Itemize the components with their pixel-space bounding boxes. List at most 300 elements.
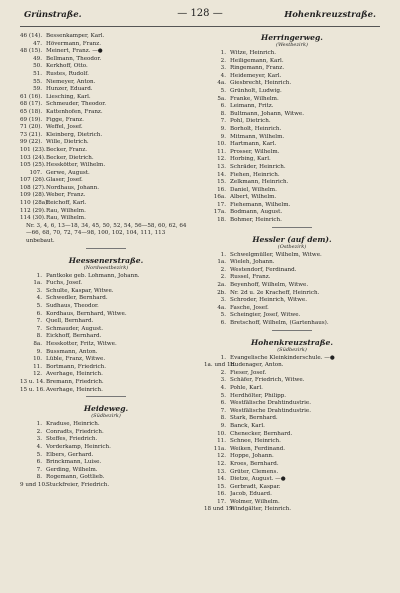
resident-entry xyxy=(20,109,192,117)
resident-entry xyxy=(20,295,192,303)
house-number: 49. xyxy=(33,55,42,62)
house-number: 2. xyxy=(220,266,226,273)
heessenerstrasse-list xyxy=(20,273,192,395)
house-number: 107 (26). xyxy=(20,177,46,184)
resident-name: Jacob, Eduard. xyxy=(230,491,272,498)
house-number: 17. xyxy=(217,201,226,208)
resident-entry xyxy=(20,421,192,429)
resident-name: Eickhoff, Bernhard. xyxy=(46,333,102,340)
resident-entry xyxy=(204,267,380,275)
resident-name: Fiehemann, Wilhelm. xyxy=(230,201,291,208)
resident-entry xyxy=(204,355,380,363)
house-number: 1. xyxy=(36,272,42,279)
resident-name: Averhage, Heinrich. xyxy=(46,386,103,393)
house-number: 1. xyxy=(220,251,226,258)
resident-name: Banck, Karl. xyxy=(230,422,265,429)
resident-entry xyxy=(20,56,192,64)
house-number: 47. xyxy=(33,40,42,47)
resident-entry xyxy=(20,444,192,452)
resident-entry xyxy=(204,431,380,439)
resident-name: Bohmer, Heinrich. xyxy=(230,217,282,224)
house-number: 7. xyxy=(36,325,42,332)
resident-entry xyxy=(204,126,380,134)
resident-entry xyxy=(20,117,192,125)
resident-name: Kraduse, Heinrich. xyxy=(46,421,100,428)
house-number: 2. xyxy=(36,428,42,435)
resident-entry xyxy=(204,438,380,446)
resident-entry xyxy=(20,387,192,395)
resident-entry xyxy=(20,177,192,185)
resident-entry xyxy=(204,134,380,142)
resident-name: Westendorf, Ferdinand. xyxy=(230,266,297,273)
resident-name: Hesskötter, Wilhelm. xyxy=(46,162,106,169)
house-number: 2. xyxy=(220,369,226,376)
resident-name: Quell, Bernhard. xyxy=(46,318,94,325)
resident-entry xyxy=(20,86,192,94)
house-number: 50. xyxy=(33,63,42,70)
resident-name: Nr. 2d u. 2e Kracheff, Heinrich. xyxy=(230,289,320,296)
resident-entry xyxy=(204,290,380,298)
resident-entry xyxy=(20,349,192,357)
resident-entry xyxy=(20,63,192,71)
resident-name: Hesskotter, Fritz, Witwe. xyxy=(46,340,117,347)
house-number: 13. xyxy=(217,468,226,475)
resident-name: Weiken, Ferdinand. xyxy=(230,445,286,452)
house-number: 71 (20). xyxy=(20,124,43,131)
resident-name: Schwelgmüller, Wilhelm, Witwe. xyxy=(230,251,322,258)
resident-name: Schräder, Heinrich. xyxy=(230,163,286,170)
house-number: 12. xyxy=(33,371,42,378)
house-number: 1. xyxy=(220,50,226,56)
resident-name: Gerwe, August. xyxy=(46,169,90,176)
resident-name: Schroder, Heinrich, Witwe. xyxy=(230,297,308,304)
house-number: 2. xyxy=(220,274,226,281)
resident-entry xyxy=(20,79,192,87)
resident-name: Schulte, Kaspar, Witwe. xyxy=(46,287,114,294)
house-number: 99 (22). xyxy=(20,139,43,146)
resident-entry xyxy=(20,155,192,163)
house-number: 4a. xyxy=(217,80,226,87)
divider xyxy=(272,330,312,331)
resident-name: Weber, Franz. xyxy=(46,192,86,199)
resident-name: Scheingier, Josef, Witwe. xyxy=(230,312,301,319)
resident-name: Kattenhofen, Franz. xyxy=(46,108,103,115)
resident-entry xyxy=(20,311,192,319)
resident-name: Herdhölter, Philipp. xyxy=(230,392,287,399)
resident-name: Steffes, Friedrich. xyxy=(46,436,98,443)
house-number: 6. xyxy=(36,459,42,466)
house-number: 103 (24). xyxy=(20,154,46,161)
resident-entry xyxy=(20,379,192,387)
gruenstrasse-list xyxy=(20,33,192,223)
house-number: 14. xyxy=(217,171,226,178)
resident-entry xyxy=(204,506,380,514)
resident-entry xyxy=(204,73,380,81)
house-number: 5. xyxy=(220,312,226,319)
house-number: 7. xyxy=(36,318,42,325)
house-number: 5. xyxy=(220,392,226,399)
house-number: 12. xyxy=(217,156,226,163)
resident-entry xyxy=(20,192,192,200)
house-number: 3. xyxy=(220,377,226,384)
resident-entry xyxy=(20,429,192,437)
resident-name: Chenecker, Bernhard. xyxy=(230,430,293,437)
resident-name: Hövermann, Franz. xyxy=(46,40,102,47)
house-number: 51. xyxy=(33,70,42,77)
resident-entry xyxy=(20,364,192,372)
resident-entry xyxy=(204,58,380,66)
resident-name: Glaser, Josef. xyxy=(46,177,83,184)
resident-name: Becker, Dietrich. xyxy=(46,154,94,161)
resident-entry xyxy=(20,474,192,482)
house-number: 13 u. 14. xyxy=(20,378,45,385)
resident-entry xyxy=(204,217,380,225)
house-number: 108 (27). xyxy=(20,184,46,191)
resident-name: Kerkhoff, Otto. xyxy=(46,63,88,70)
resident-entry xyxy=(204,141,380,149)
resident-entry xyxy=(204,385,380,393)
resident-entry xyxy=(204,377,380,385)
district-label: (Südbezirk) xyxy=(277,346,307,353)
resident-entry xyxy=(204,179,380,187)
resident-entry xyxy=(20,124,192,132)
house-number: 3. xyxy=(36,287,42,294)
house-number: 2. xyxy=(220,57,226,64)
resident-name: Schwedler, Bernhard. xyxy=(46,295,108,302)
herringerweg-list xyxy=(204,50,380,225)
resident-entry xyxy=(20,200,192,208)
resident-name: Schmauder, August. xyxy=(46,325,104,332)
resident-entry xyxy=(204,484,380,492)
resident-entry xyxy=(20,139,192,147)
resident-name: Pantkoke geb. Lohmann, Johann. xyxy=(46,272,140,279)
resident-name: Fasche, Josef. xyxy=(230,304,269,311)
house-number: 4. xyxy=(36,443,42,450)
resident-name: Hunzer, Eduard. xyxy=(46,86,93,93)
resident-name: Meinert, Franz. —● xyxy=(46,48,103,55)
district-label: (Westbezirk) xyxy=(276,42,308,48)
resident-entry xyxy=(20,101,192,109)
district-label: (Südbezirk) xyxy=(91,413,121,420)
resident-entry xyxy=(204,202,380,210)
house-number: 55. xyxy=(33,78,42,85)
district-label: (Ostbezirk) xyxy=(277,243,307,250)
house-number: 1a. xyxy=(217,259,226,266)
resident-name: Beyenhoff, Wilhelm, Witwe. xyxy=(230,282,309,289)
resident-entry xyxy=(20,482,192,490)
resident-name: Bussmann, Anton. xyxy=(46,348,98,355)
divider xyxy=(86,248,126,249)
resident-entry xyxy=(204,156,380,164)
resident-name: Schäfer, Friedrich, Witwe. xyxy=(230,377,305,384)
resident-name: Liesching, Karl. xyxy=(46,93,91,100)
house-number: 7. xyxy=(220,407,226,414)
resident-entry xyxy=(204,312,380,320)
resident-name: Bessenkamper, Karl. xyxy=(46,33,105,39)
resident-entry xyxy=(20,467,192,475)
house-number: 69 (19). xyxy=(20,116,43,123)
house-number: 1. xyxy=(220,354,226,361)
resident-name: Borholt, Heinrich. xyxy=(230,125,282,132)
resident-name: Kleinberg, Dietrich. xyxy=(46,131,103,138)
right-column xyxy=(204,33,380,514)
resident-name: Leimann, Fritz. xyxy=(230,103,274,110)
resident-name: Dietze, August. —● xyxy=(230,476,286,483)
resident-entry xyxy=(20,356,192,364)
divider xyxy=(272,227,312,228)
resident-entry xyxy=(204,88,380,96)
house-number: 18. xyxy=(217,217,226,224)
house-number: 6. xyxy=(220,320,226,326)
house-number: 9. xyxy=(36,348,42,355)
resident-entry xyxy=(204,469,380,477)
house-number: 48 (15). xyxy=(20,48,43,55)
house-number: 11. xyxy=(217,148,226,155)
resident-entry xyxy=(204,320,380,328)
resident-name: Bortmann, Friedrich. xyxy=(46,363,107,370)
resident-entry xyxy=(204,282,380,290)
house-number: 15. xyxy=(217,179,226,186)
house-number: 16. xyxy=(217,491,226,498)
street-heading: Heessenerstraße. xyxy=(68,255,144,265)
resident-entry xyxy=(204,80,380,88)
resident-entry xyxy=(204,297,380,305)
resident-name: Horbing, Karl. xyxy=(230,156,271,163)
resident-entry xyxy=(204,453,380,461)
resident-name: Schmeuder, Theodor. xyxy=(46,101,107,108)
house-number: 7. xyxy=(36,466,42,473)
house-number: 110 (28a). xyxy=(20,200,50,207)
house-number: 9. xyxy=(220,133,226,140)
resident-entry xyxy=(20,215,192,223)
resident-entry xyxy=(204,103,380,111)
house-number: 101 (23). xyxy=(20,146,46,153)
resident-name: Wolmer, Wilhelm. xyxy=(230,498,280,505)
left-column xyxy=(20,33,192,514)
house-number: 17a. xyxy=(213,209,226,216)
house-number: 4a. xyxy=(217,304,226,311)
resident-entry xyxy=(20,371,192,379)
resident-name: Witze, Heinrich. xyxy=(230,50,277,56)
resident-entry xyxy=(20,132,192,140)
house-number: 65 (18). xyxy=(20,108,43,115)
resident-entry xyxy=(20,303,192,311)
house-number: 73 (21). xyxy=(20,131,43,138)
house-number: 5. xyxy=(220,87,226,94)
house-number: 68 (17). xyxy=(20,101,43,108)
house-number: 59. xyxy=(33,86,42,93)
house-number: 11. xyxy=(217,438,226,445)
resident-entry xyxy=(204,476,380,484)
resident-entry xyxy=(204,461,380,469)
house-number: 107. xyxy=(29,169,42,176)
resident-entry xyxy=(20,33,192,41)
resident-name: Reichoff, Karl. xyxy=(46,200,87,207)
resident-entry xyxy=(20,333,192,341)
resident-name: Fuchs, Josef. xyxy=(46,280,83,287)
house-number: 9. xyxy=(220,422,226,429)
house-number: 1a. und 1b. xyxy=(204,362,236,369)
resident-entry xyxy=(204,370,380,378)
resident-name: Westfälische Drahtindustrie. xyxy=(230,407,311,414)
resident-entry xyxy=(204,209,380,217)
resident-name: Figge, Franz. xyxy=(46,116,84,123)
resident-entry xyxy=(204,423,380,431)
resident-name: Kroes, Bernhard. xyxy=(230,460,279,467)
house-number: 11. xyxy=(33,363,42,370)
house-number: 5. xyxy=(36,303,42,309)
resident-name: Bretschoff, Wilhelm, (Gartenhaus). xyxy=(230,320,329,326)
house-number: 12. xyxy=(217,460,226,467)
house-number: 9. xyxy=(220,125,226,132)
house-number: 1a. xyxy=(33,280,42,287)
resident-entry xyxy=(204,259,380,267)
house-number: 16. xyxy=(217,186,226,193)
resident-name: Wille, Dietrich. xyxy=(46,139,89,146)
house-number: 11a. xyxy=(213,445,226,452)
house-number: 2a. xyxy=(217,282,226,289)
resident-entry xyxy=(20,162,192,170)
resident-entry xyxy=(204,446,380,454)
resident-name: Gerding, Wilhelm. xyxy=(46,466,98,473)
street-heading: Herringerweg. xyxy=(261,33,323,42)
house-number: 4. xyxy=(36,295,42,302)
resident-entry xyxy=(204,111,380,119)
resident-entry xyxy=(20,341,192,349)
house-number: 8a. xyxy=(33,340,42,347)
house-number: 114 (30). xyxy=(20,215,46,222)
resident-name: Gerbradt, Kaspar. xyxy=(230,483,281,490)
house-number: 8. xyxy=(220,415,226,422)
house-number: 5a. xyxy=(217,95,226,102)
house-number: 12. xyxy=(217,453,226,460)
house-number: 1. xyxy=(36,421,42,428)
resident-entry xyxy=(20,280,192,288)
resident-name: Rogemann, Gottlieb. xyxy=(46,474,105,481)
resident-entry xyxy=(204,187,380,195)
house-number: 3. xyxy=(220,297,226,304)
house-number: 5. xyxy=(36,451,42,458)
resident-name: Elbers, Gerhard. xyxy=(46,451,94,458)
resident-name: Evangelische Kleinkinderschule. —● xyxy=(230,354,335,361)
house-number: 17. xyxy=(217,498,226,505)
resident-name: Zelkmann, Heinrich. xyxy=(230,179,289,186)
resident-entry xyxy=(204,274,380,282)
resident-name: Rau, Wilhelm. xyxy=(46,207,86,214)
house-number: 8. xyxy=(36,333,42,340)
resident-entry xyxy=(20,71,192,79)
house-number: 7. xyxy=(220,118,226,125)
resident-name: Windgälter, Heinrich. xyxy=(230,506,292,513)
resident-name: Grünholt, Ludwig. xyxy=(230,87,282,94)
resident-name: Bellmann, Theodor. xyxy=(46,55,102,62)
heideweg-list xyxy=(20,421,192,489)
house-number: 112 (29). xyxy=(20,207,46,214)
resident-name: Russel, Franz. xyxy=(230,274,271,281)
house-number: 15. xyxy=(217,483,226,490)
resident-entry xyxy=(204,50,380,58)
house-number: 46 (14). xyxy=(20,33,43,39)
resident-name: Hudenager, Anton. xyxy=(230,362,284,369)
resident-entry xyxy=(204,252,380,260)
resident-name: Grüter, Clemens. xyxy=(230,468,279,475)
resident-name: Rustes, Rudolf. xyxy=(46,70,89,77)
house-number: 14. xyxy=(217,476,226,483)
resident-name: Lüble, Franz, Witwe. xyxy=(46,356,106,363)
house-number: 4. xyxy=(220,72,226,79)
resident-entry xyxy=(204,400,380,408)
resident-entry xyxy=(204,362,380,370)
house-number: 6. xyxy=(220,400,226,407)
resident-name: Heidemeyer, Karl. xyxy=(230,72,282,79)
house-number: 6. xyxy=(36,310,42,317)
resident-name: Averhage, Heinrich. xyxy=(46,371,103,378)
resident-entry xyxy=(204,65,380,73)
unbuilt-note: Nr. 3, 4, 6, 13—18, 34, 45, 50, 52, 54, 56—58, 60, 62, 64—66, 68, 70, 72, 74—98, 100, 102, 104, 111, 113 unbebaut. xyxy=(26,222,187,245)
resident-name: Stuckfreier, Friedrich. xyxy=(46,481,110,488)
resident-entry xyxy=(20,41,192,49)
resident-entry xyxy=(204,393,380,401)
resident-name: Giesbrecht, Heinrich. xyxy=(230,80,292,87)
resident-entry xyxy=(204,149,380,157)
resident-name: Becker, Franz. xyxy=(46,146,88,153)
resident-name: Daniel, Wilhelm. xyxy=(230,186,277,193)
house-number: 109 (28). xyxy=(20,192,46,199)
resident-entry xyxy=(204,194,380,202)
resident-entry xyxy=(20,288,192,296)
resident-entry xyxy=(20,318,192,326)
resident-name: Rau, Wilhelm. xyxy=(46,215,86,222)
hessler-list xyxy=(204,252,380,328)
district-label: (Nordwestbezirk) xyxy=(83,264,129,271)
resident-name: Niemeyer, Anton. xyxy=(46,78,96,85)
resident-name: Nordhaus, Johann. xyxy=(46,184,100,191)
resident-name: Heiligemann, Karl. xyxy=(230,57,284,64)
house-number: 8. xyxy=(220,110,226,117)
house-number: 16a. xyxy=(213,194,226,201)
resident-name: Fieser, Josef. xyxy=(230,369,267,376)
resident-entry xyxy=(204,118,380,126)
street-heading: Heideweg. xyxy=(83,404,129,414)
resident-name: Bultmann, Johann, Witwe. xyxy=(230,110,305,117)
resident-entry xyxy=(204,415,380,423)
resident-entry xyxy=(204,172,380,180)
resident-name: Mitmann, Wilhelm. xyxy=(230,133,285,140)
house-number: 61 (16). xyxy=(20,93,43,100)
house-number: 18 und 19. xyxy=(204,506,235,513)
resident-name: Westfälische Drahtindustrie. xyxy=(230,400,311,407)
resident-entry xyxy=(20,452,192,460)
resident-entry xyxy=(204,96,380,104)
resident-entry xyxy=(204,499,380,507)
house-number: 3. xyxy=(36,436,42,443)
resident-entry xyxy=(20,459,192,467)
resident-entry xyxy=(20,94,192,102)
resident-entry xyxy=(20,326,192,334)
resident-entry xyxy=(20,273,192,281)
resident-name: Weffel, Josef. xyxy=(46,124,83,131)
resident-entry xyxy=(204,305,380,313)
house-number: 6. xyxy=(220,103,226,110)
resident-name: Bremann, Friedrich. xyxy=(46,378,104,385)
house-number: 4. xyxy=(220,384,226,391)
resident-name: Fiehen, Heinrich. xyxy=(230,171,280,178)
house-number: 3. xyxy=(220,65,226,72)
resident-name: Bodmann, August. xyxy=(230,209,283,216)
resident-name: Hartmann, Karl. xyxy=(230,141,277,148)
resident-name: Kordhaus, Bernhard, Witwe. xyxy=(46,310,127,317)
house-number: 9 und 10. xyxy=(20,481,47,488)
